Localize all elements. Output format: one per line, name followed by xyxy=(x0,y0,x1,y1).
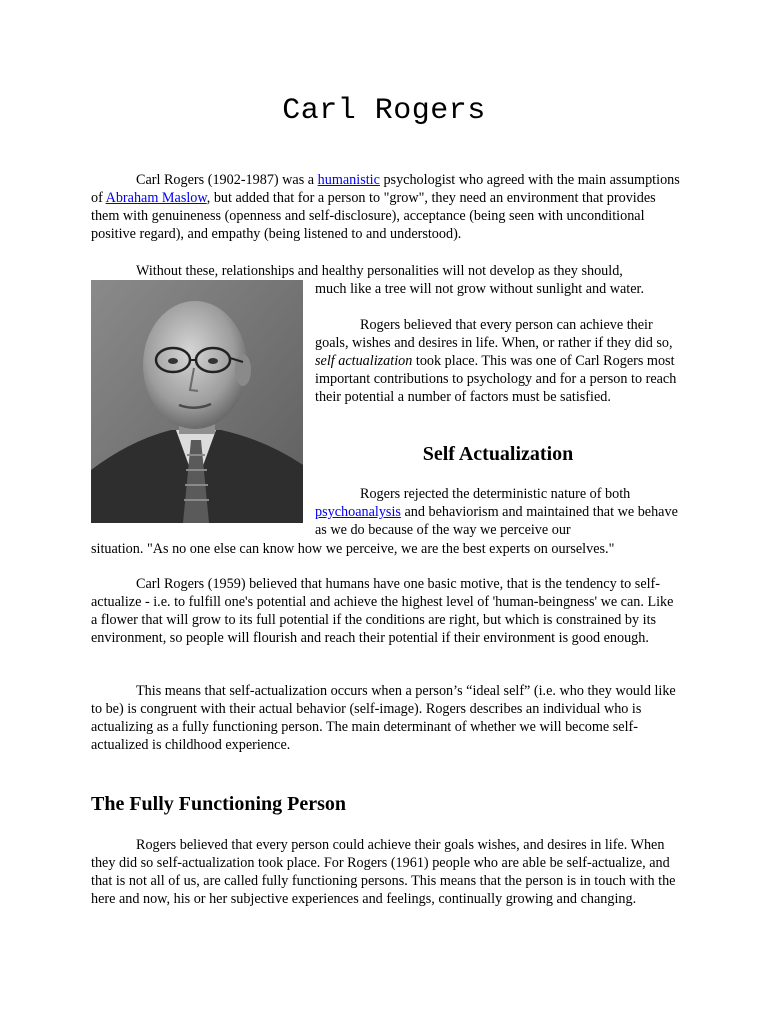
carl-rogers-photo xyxy=(91,280,303,523)
self-actualization-paragraph xyxy=(315,316,681,406)
deterministic-text-1: Rogers rejected the deterministic nature of both xyxy=(360,486,631,502)
self-actualization-heading: Self Actualization xyxy=(422,443,574,465)
abraham-maslow-link[interactable]: Abraham Maslow xyxy=(105,190,207,206)
psychoanalysis-link[interactable]: psychoanalysis xyxy=(315,504,401,520)
deterministic-paragraph xyxy=(315,485,681,539)
self-act-text-1: Rogers believed that every person can achieve their goals, wishes and desires in life. When, or rather if they did so, xyxy=(315,317,673,351)
self-act-text-2: took place. This was one of Carl Rogers most important contributions to psychology and for a person to reach their potential a number of factors must be satisfied. xyxy=(315,353,677,405)
conditions-paragraph-line1: Without these, relationships and healthy personalities will not develop as they should, xyxy=(136,263,623,279)
conditions-paragraph-line2: much like a tree will not grow without sunlight and water. xyxy=(315,281,645,297)
ideal-self-paragraph: This means that self-actualization occurs when a person’s “ideal self” (i.e. who they would like to be) is congruent with their actual behavior (self-image). Rogers describes an individual who is actualizing as a fully functioning person. The main determinant of whether we will become self-actualized is childhood experience. xyxy=(91,683,676,753)
deterministic-paragraph-last-line: situation. "As no one else can know how we perceive, we are the best experts on ourselves." xyxy=(91,541,615,557)
fully-functioning-paragraph: Rogers believed that every person could achieve their goals wishes, and desires in life. When they did so self-actualization took place. For Rogers (1961) people who are able be self-actualize, and that is not all of us, are called fully functioning persons. This means that the person is in touch with the here and now, his or her subjective experiences and feelings, continually growing and changing. xyxy=(91,837,676,907)
intro-text-3: , but added that for a person to "grow", they need an environment that provides them with genuineness (openness and self-disclosure), acceptance (being seen with unconditional positive regard), and empathy (being listened to and understood). xyxy=(91,190,656,242)
self-actualization-emphasis: self actualization xyxy=(315,353,413,369)
basic-motive-paragraph: Carl Rogers (1959) believed that humans have one basic motive, that is the tendency to self-actualize - i.e. to fulfill one's potential and achieve the highest level of 'human-beingness' we can. Like a flower that will grow to its full potential if the conditions are right, but which is constrained by its environment, so people will flourish and reach their potential if their environment is good enough. xyxy=(91,576,674,646)
intro-text-1: Carl Rogers (1902-1987) was a xyxy=(136,172,318,188)
humanistic-link[interactable]: humanistic xyxy=(317,172,380,188)
deterministic-text-2: and behaviorism and maintained that we behave as we do because of the way we perceive our xyxy=(315,504,678,538)
intro-text-2: psychologist who agreed with the main assumptions of xyxy=(91,172,680,206)
page-title: Carl Rogers xyxy=(282,94,486,128)
fully-functioning-heading: The Fully Functioning Person xyxy=(91,793,347,815)
intro-paragraph xyxy=(91,171,681,243)
